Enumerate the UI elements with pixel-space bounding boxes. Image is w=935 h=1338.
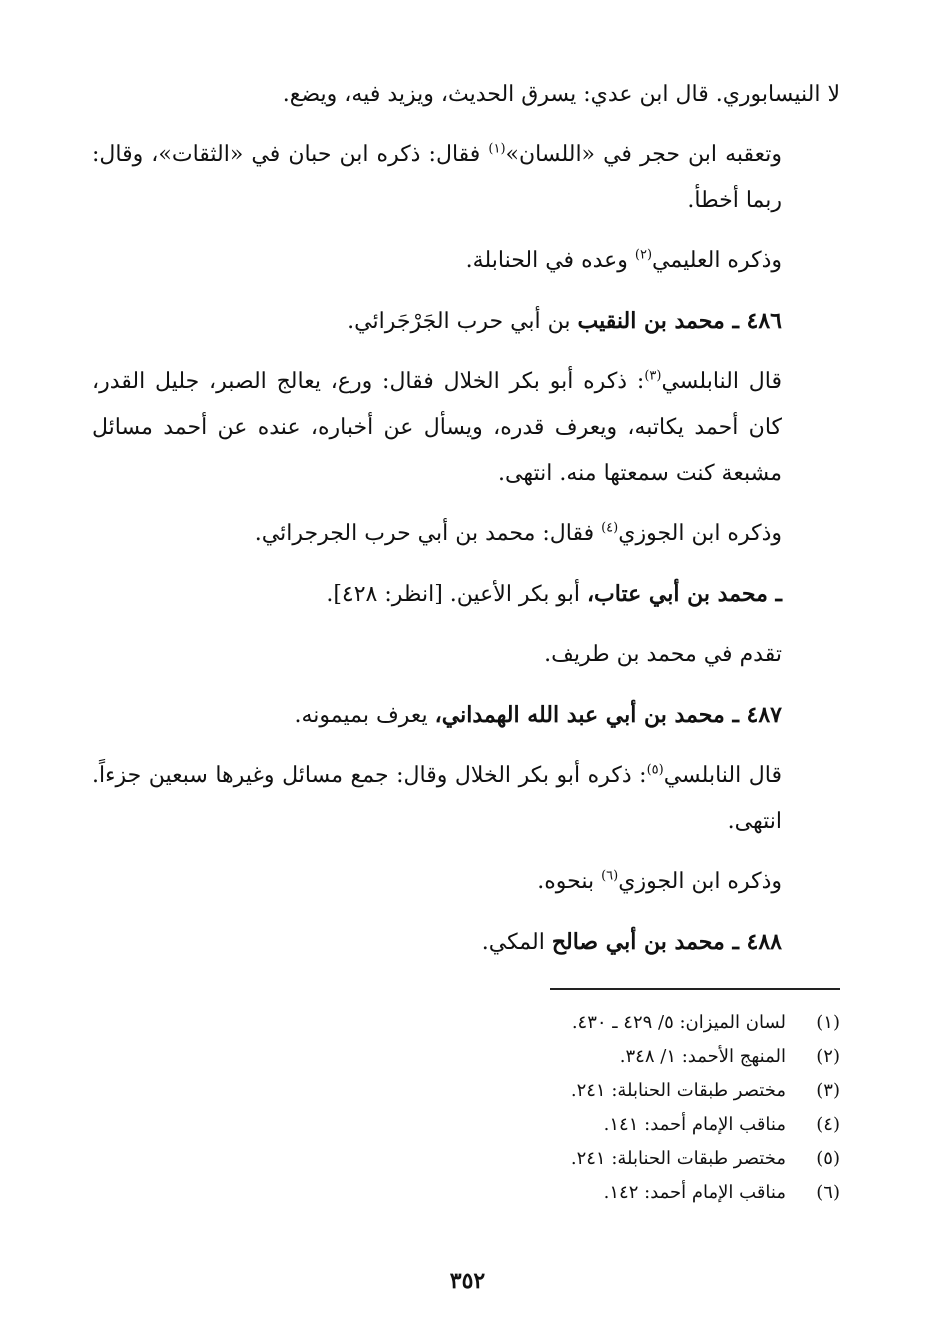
paragraph-5-text-a: وذكره ابن الجوزي [618,521,782,546]
entry-487-rest: يعرف بميمونه. [294,703,435,728]
footnote-separator [550,988,840,990]
paragraph-7 [92,753,840,845]
paragraph-8-text-b: بنحوه. [537,869,602,894]
paragraph-5 [92,511,840,557]
paragraph-1: لا النيسابوري. قال ابن عدي: يسرق الحديث، ويزيد فيه، ويضع. [282,82,840,107]
entry-487 [92,692,840,739]
paragraph-3 [92,238,840,284]
footnote-ref-4: (٤) [601,520,619,536]
paragraph-6: تقدم في محمد بن طريف. [544,642,782,667]
footnote-text: المنهج الأحمد: ١/ ٣٤٨. [619,1046,786,1067]
entry-488-name: محمد بن أبي صالح [551,929,733,955]
entry-488-number: ٤٨٨ ـ [732,929,782,955]
footnotes [92,1006,840,1210]
paragraph-8 [92,859,840,905]
entry-488 [92,919,840,966]
paragraph-2-text-a: وتعقبه ابن حجر في «اللسان» [505,142,782,167]
footnote-ref-6: (٦) [601,868,619,884]
footnote-4 [92,1108,840,1142]
paragraph-4-text-a: قال النابلسي [661,369,782,394]
footnote-text: مختصر طبقات الحنابلة: ٢٤١. [570,1080,786,1101]
entry-486-name: محمد بن النقيب [577,308,733,334]
entry-486 [92,298,840,345]
paragraph-8-text-a: وذكره ابن الجوزي [618,869,782,894]
footnote-text: مناقب الإمام أحمد: ١٤١. [603,1114,786,1135]
footnote-ref-2: (٢) [634,247,653,263]
entry-488-rest: المكي. [481,930,552,955]
footnote-number: (٤) [816,1114,840,1135]
paragraph-3-text-a: وذكره العليمي [652,248,782,273]
footnote-2 [92,1040,840,1074]
entry-486-rest: بن أبي حرب الجَرْجَرائي. [347,309,578,334]
entry-ibn-abi-attab-rest: أبو بكر الأعين. [انظر: ٤٢٨]. [326,582,587,607]
footnote-ref-1: (١) [488,141,506,157]
footnote-5 [92,1142,840,1176]
footnote-1 [92,1006,840,1040]
paragraph-3-text-b: وعده في الحنابلة. [465,248,635,273]
page-body [92,72,840,1210]
footnote-3 [92,1074,840,1108]
entry-486-number: ٤٨٦ ـ [732,308,782,334]
footnote-number: (٦) [816,1182,840,1203]
paragraph-5-text-b: فقال: محمد بن أبي حرب الجرجرائي. [254,521,602,546]
footnote-number: (١) [816,1012,840,1033]
footnote-number: (٢) [816,1046,840,1067]
entry-ibn-abi-attab [92,571,840,618]
paragraph-2 [92,132,840,224]
entry-487-number: ٤٨٧ ـ [732,702,782,728]
footnote-text: لسان الميزان: ٥/ ٤٢٩ ـ ٤٣٠. [571,1012,786,1033]
paragraph-2-text-b: فقال: ذكره ابن حبان في «الثقات»، وقال: ربما أخطأ. [92,142,782,213]
footnote-number: (٥) [816,1148,840,1169]
entry-ibn-abi-attab-name: ـ محمد بن أبي عتاب، [586,581,782,607]
paragraph-4-text-b: : ذكره أبو بكر الخلال فقال: ورع، يعالج الصبر، جليل القدر، كان أحمد يكاتبه، ويعرف قدره، ويسأل عن أخباره، عنده عن أحمد مسائل مشبعة كنت سمعتها منه. انتهى. [92,369,782,486]
footnote-ref-3: (٣) [644,368,662,384]
entry-487-name: محمد بن أبي عبد الله الهمداني، [434,702,733,728]
footnote-6 [92,1176,840,1210]
footnote-text: مناقب الإمام أحمد: ١٤٢. [603,1182,786,1203]
page-number: ٣٥٢ [449,1268,486,1294]
footnote-ref-5: (٥) [646,762,664,778]
footnote-number: (٣) [816,1080,840,1101]
paragraph-7-text-a: قال النابلسي [663,763,782,788]
footnote-text: مختصر طبقات الحنابلة: ٢٤١. [570,1148,786,1169]
paragraph-4 [92,359,840,497]
paragraph-7-text-b: : ذكره أبو بكر الخلال وقال: جمع مسائل وغيرها سبعين جزءاً. انتهى. [92,763,782,834]
